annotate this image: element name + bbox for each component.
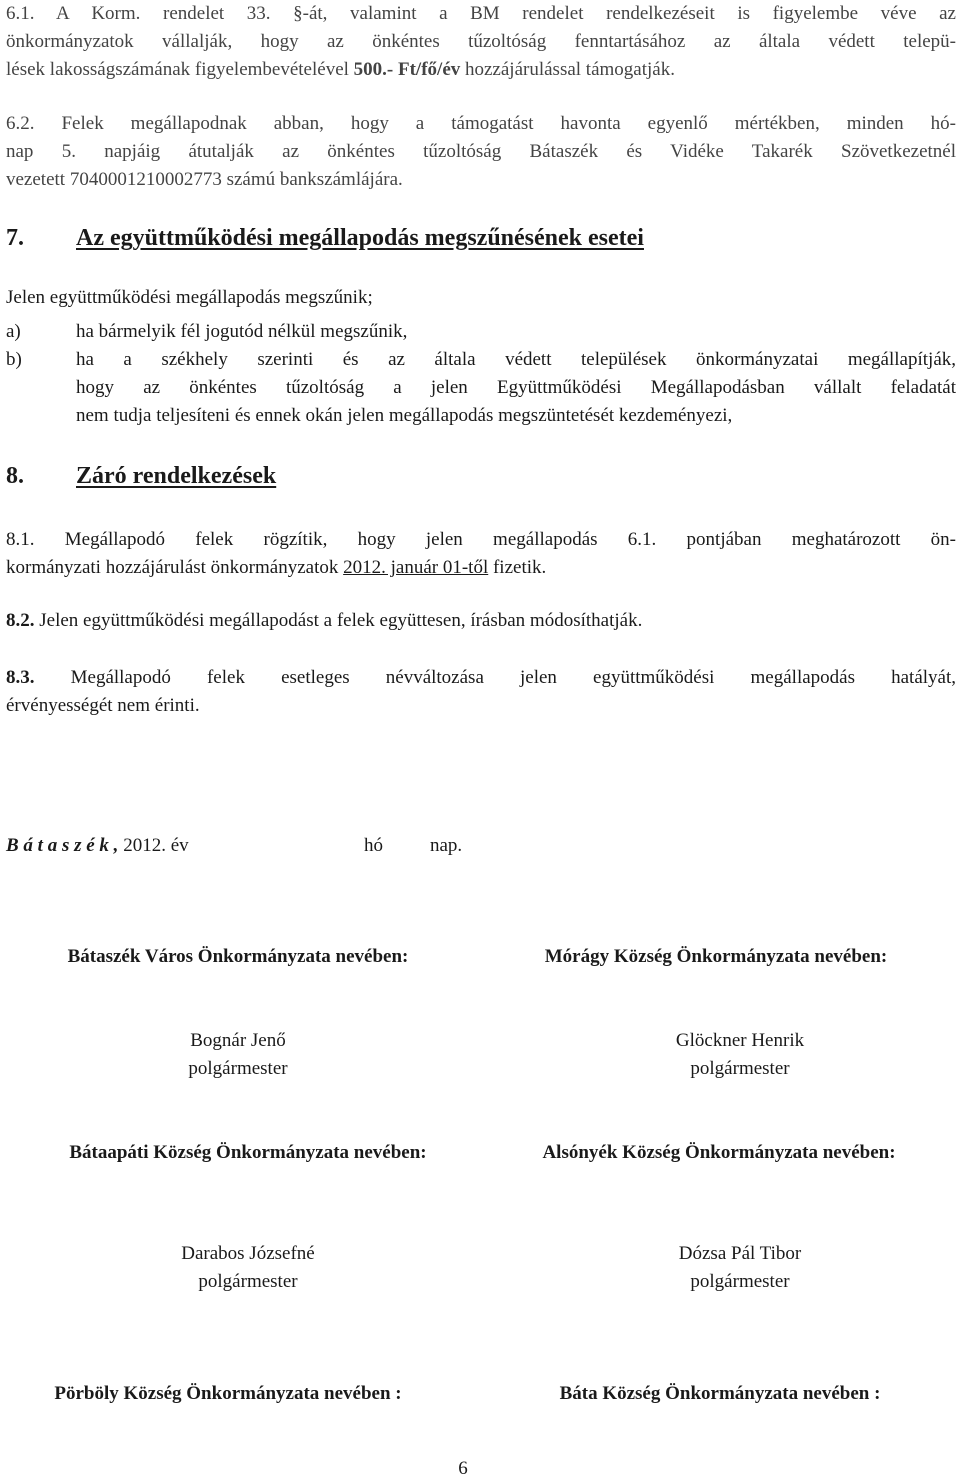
termination-list xyxy=(6,318,956,430)
signer-role: polgármester xyxy=(198,1271,298,1292)
signer-role: polgármester xyxy=(690,1058,790,1079)
place-date-line xyxy=(6,832,956,860)
signature-block-moragy xyxy=(476,943,956,971)
list-item: b) ha a székhely szerinti és az általa védett települések önkormányzatai megállapítják, hogy az önkéntes tűzoltóság a jelen Együttműködési Megállapodásban vállalt feladatát nem tudja teljesíteni és ennek okán jelen megállapodás megszüntetését kezdeményezi, xyxy=(6,346,956,430)
signature-block-alsonyek xyxy=(482,1139,956,1167)
signer-name: Glöckner Henrik xyxy=(675,1030,805,1051)
signer-bataszek xyxy=(0,1027,476,1083)
signature-block-bata xyxy=(490,1380,950,1408)
day-text: nap. xyxy=(430,835,463,856)
signature-org: Mórágy Község Önkormányzata nevében: xyxy=(544,946,888,967)
section-7-intro: Jelen együttműködési megállapodás megszűnik; xyxy=(6,287,373,308)
section-8-title: Záró rendelkezések xyxy=(76,463,277,489)
contribution-amount: 500.- Ft/fő/év xyxy=(353,59,461,80)
month-text: hó xyxy=(364,835,383,856)
list-item: a) ha bármelyik fél jogutód nélkül megszűnik, xyxy=(6,318,956,346)
paragraph-6-2 xyxy=(6,110,956,194)
paragraph-8-3: 8.3. Megállapodó felek esetleges névváltozása jelen együttműködési megállapodás hatályát, érvényességét nem érinti. xyxy=(6,667,956,716)
section-7-number: 7. xyxy=(6,225,24,251)
signer-moragy xyxy=(500,1027,960,1083)
p62-line-1: 6.2. Felek megállapodnak abban, hogy a támogatást havonta egyenlő mértékben, minden hó- xyxy=(6,113,956,134)
signature-block-bataapati xyxy=(0,1139,496,1167)
paragraph-8-2: 8.2. Jelen együttműködési megállapodást a felek együttesen, írásban módosíthatják. xyxy=(6,610,643,631)
list-marker: b) xyxy=(6,349,22,370)
signer-name: Bognár Jenő xyxy=(190,1030,286,1051)
page-number: 6 xyxy=(458,1458,468,1479)
effective-date: 2012. január 01-től xyxy=(343,557,489,578)
p62-line-2: nap 5. napjáig átutalják az önkéntes tűzoltóság Bátaszék és Vidéke Takarék Szövetkezetnél xyxy=(6,141,956,162)
signature-org: Bátaapáti Község Önkormányzata nevében: xyxy=(69,1142,427,1163)
section-7-heading xyxy=(6,223,644,253)
section-7-title: Az együttműködési megállapodás megszűnésének esetei xyxy=(76,225,644,251)
signature-block-bataszek xyxy=(0,943,476,971)
list-marker: a) xyxy=(6,321,21,342)
signature-org: Báta Község Önkormányzata nevében : xyxy=(559,1383,881,1404)
p61-line-3: lések lakosságszámának figyelembevételével 500.- Ft/fő/év hozzájárulással támogatják. xyxy=(6,59,675,80)
year-text: 2012. év xyxy=(118,835,189,856)
paragraph-6-1 xyxy=(6,0,956,84)
signature-org: Bátaszék Város Önkormányzata nevében: xyxy=(67,946,409,967)
signature-block-porboly xyxy=(0,1380,456,1408)
paragraph-8-1: 8.1. Megállapodó felek rögzítik, hogy jelen megállapodás 6.1. pontjában meghatározott ön- kormányzati hozzájárulást önkormányzatok 2012. január 01-től fizetik. xyxy=(6,529,956,578)
p61-line-2: önkormányzatok vállalják, hogy az önkéntes tűzoltóság fenntartásához az általa védett telepü- xyxy=(6,31,956,52)
signer-bataapati xyxy=(0,1240,496,1296)
signer-name: Darabos Józsefné xyxy=(181,1243,315,1264)
signer-role: polgármester xyxy=(690,1271,790,1292)
signer-name: Dózsa Pál Tibor xyxy=(678,1243,802,1264)
signature-org: Alsónyék Község Önkormányzata nevében: xyxy=(542,1142,896,1163)
town-name: B á t a s z é k , xyxy=(6,835,119,856)
signer-role: polgármester xyxy=(188,1058,288,1079)
section-8-number: 8. xyxy=(6,463,24,489)
p62-line-3: vezetett 7040001210002773 számú bankszámlájára. xyxy=(6,169,403,190)
section-8-heading xyxy=(6,461,276,491)
signature-org: Pörböly Község Önkormányzata nevében : xyxy=(54,1383,402,1404)
signer-alsonyek xyxy=(500,1240,960,1296)
p61-line-1: 6.1. A Korm. rendelet 33. §-át, valamint a BM rendelet rendelkezéseit is figyelembe véve az xyxy=(6,3,956,24)
